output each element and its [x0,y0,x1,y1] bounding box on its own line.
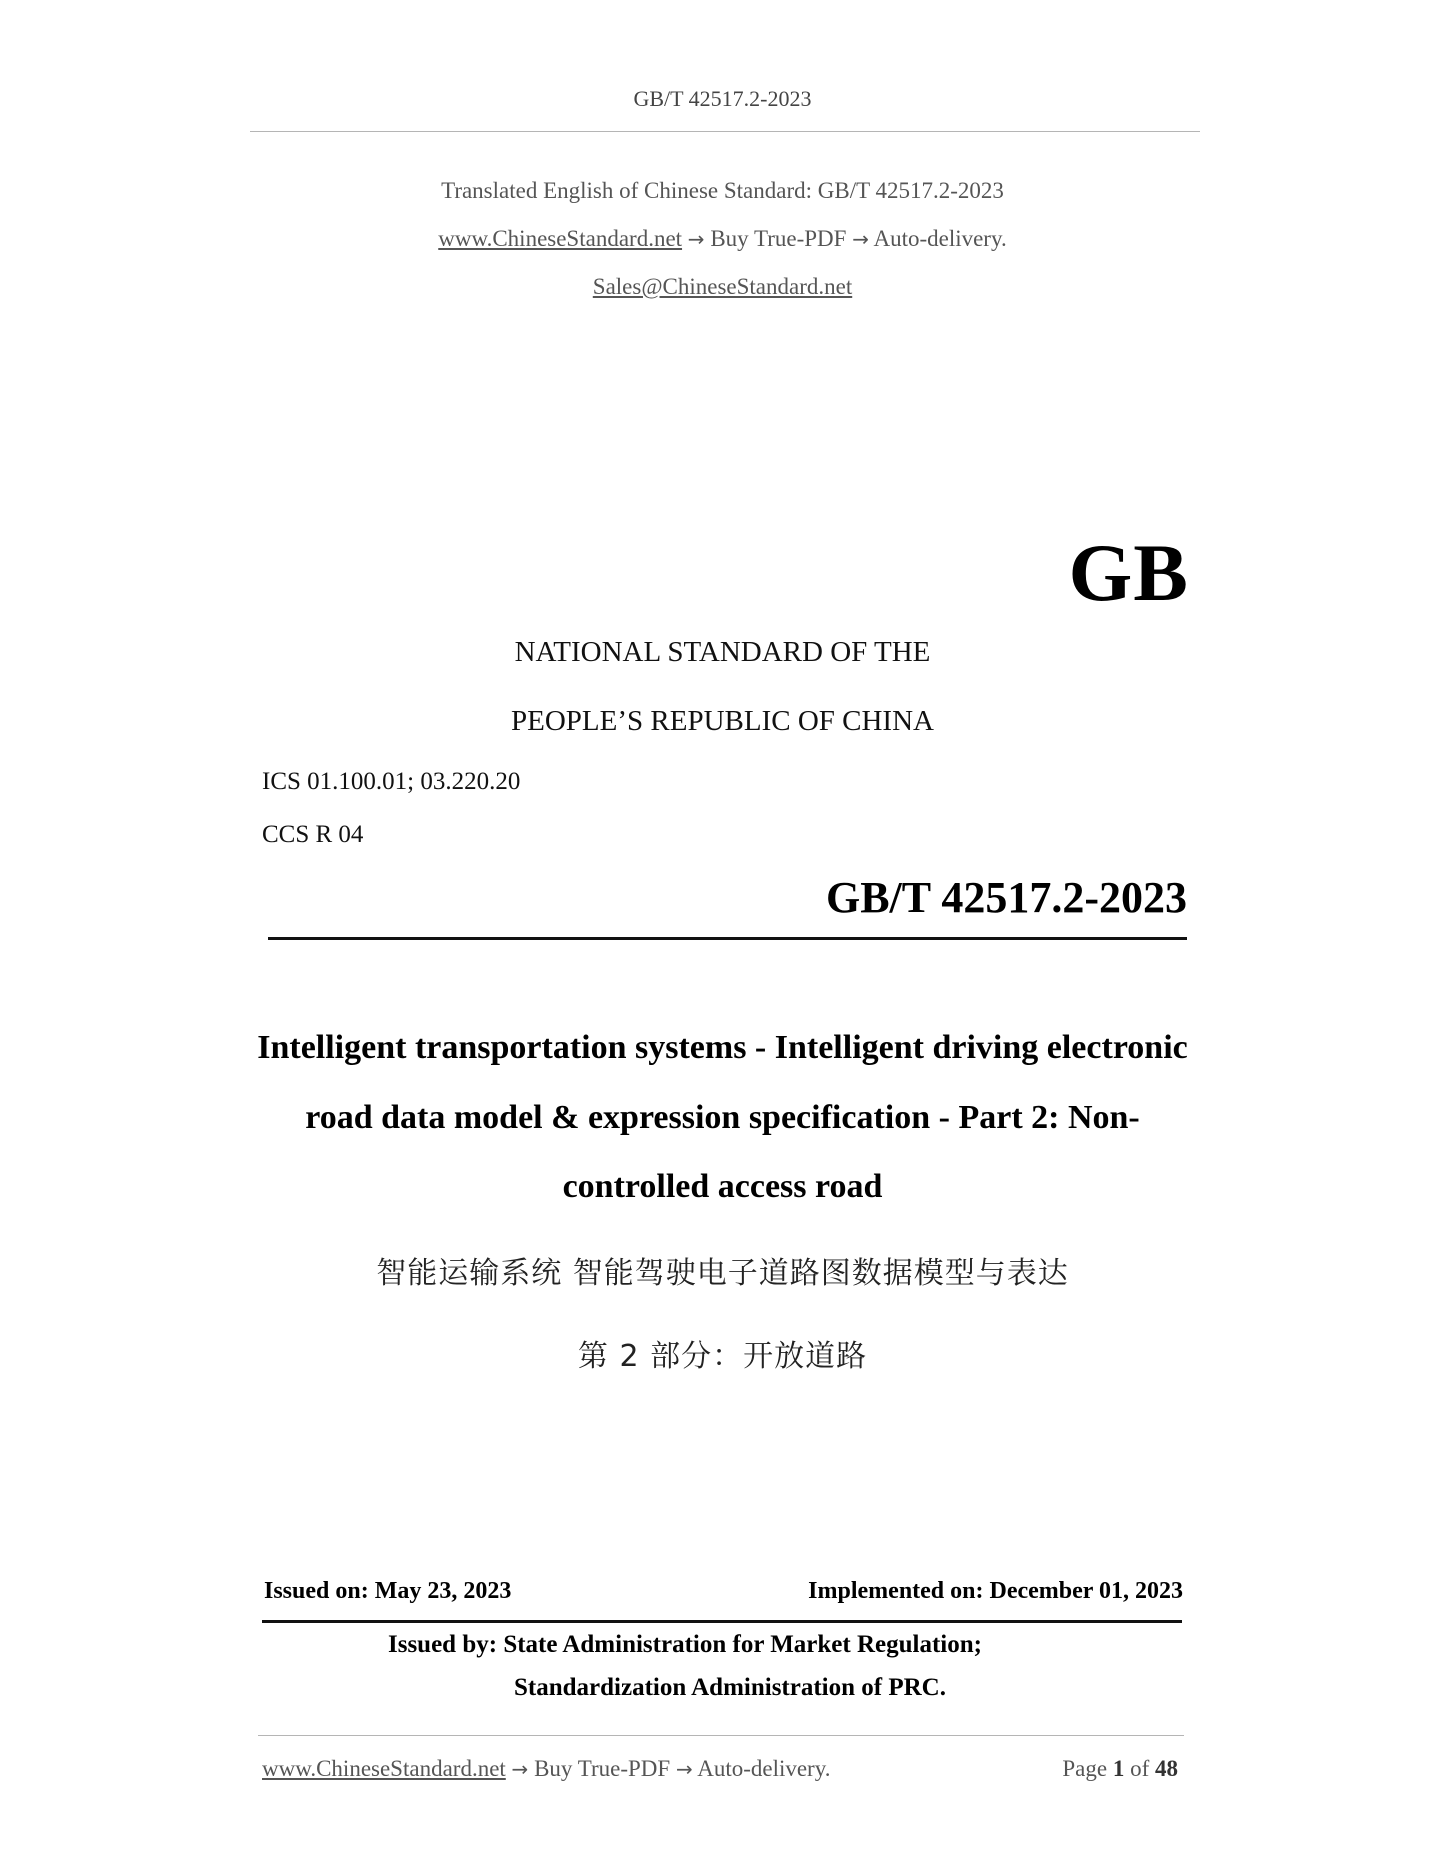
footer-delivery-text: Auto-delivery. [697,1756,831,1781]
gb-logo: GB [1068,527,1189,618]
implemented-on-date: Implemented on: December 01, 2023 [808,1578,1183,1604]
ccs-code: CCS R 04 [262,821,364,848]
title-divider [268,937,1187,940]
footer-buy-text: Buy True-PDF [534,1756,671,1781]
buy-true-pdf-text: Buy True-PDF [710,226,847,251]
purchase-line [0,226,1445,252]
site-link[interactable]: www.ChineseStandard.net [438,226,683,251]
footer-purchase-line [262,1756,830,1782]
arrow-right-icon: → [675,1757,693,1781]
chinese-title-line2: 第 2 部分：开放道路 [577,1339,868,1374]
standard-number: GB/T 42517.2-2023 [825,873,1187,922]
footer-site-link[interactable]: www.ChineseStandard.net [262,1756,506,1781]
national-standard-line2: PEOPLE’S REPUBLIC OF CHINA [511,705,934,737]
email-line [0,274,1445,300]
ics-code: ICS 01.100.01; 03.220.20 [262,768,521,795]
page-current: 1 [1112,1756,1125,1781]
page-total: 48 [1155,1756,1178,1781]
english-title: Intelligent transportation systems - Intelligent driving electronic road data model & expression specification - Part 2: Non-controlled access road [257,1029,1188,1205]
national-standard-line1: NATIONAL STANDARD OF THE [514,636,931,668]
issued-on-date: Issued on: May 23, 2023 [264,1578,512,1604]
running-header-code: GB/T 42517.2-2023 [633,86,812,111]
page-of-label: of [1130,1756,1150,1781]
arrow-right-icon: → [687,227,705,251]
sales-email-link[interactable]: Sales@ChineseStandard.net [592,274,853,299]
header-divider [250,131,1200,132]
issued-by-line2: Standardization Administration of PRC. [514,1674,946,1701]
chinese-title-line1: 智能运输系统 智能驾驶电子道路图数据模型与表达 [376,1256,1069,1291]
footer-divider [258,1735,1184,1736]
page-label: Page [1062,1756,1108,1781]
arrow-right-icon: → [852,227,869,251]
issued-by-line1: Issued by: State Administration for Market Regulation; [388,1631,982,1658]
arrow-right-icon: → [511,1757,529,1781]
page-indicator [1062,1756,1178,1782]
translation-note: Translated English of Chinese Standard: GB/T 42517.2-2023 [441,178,1004,203]
issue-divider [262,1620,1182,1623]
auto-delivery-text: Auto-delivery. [873,226,1007,251]
